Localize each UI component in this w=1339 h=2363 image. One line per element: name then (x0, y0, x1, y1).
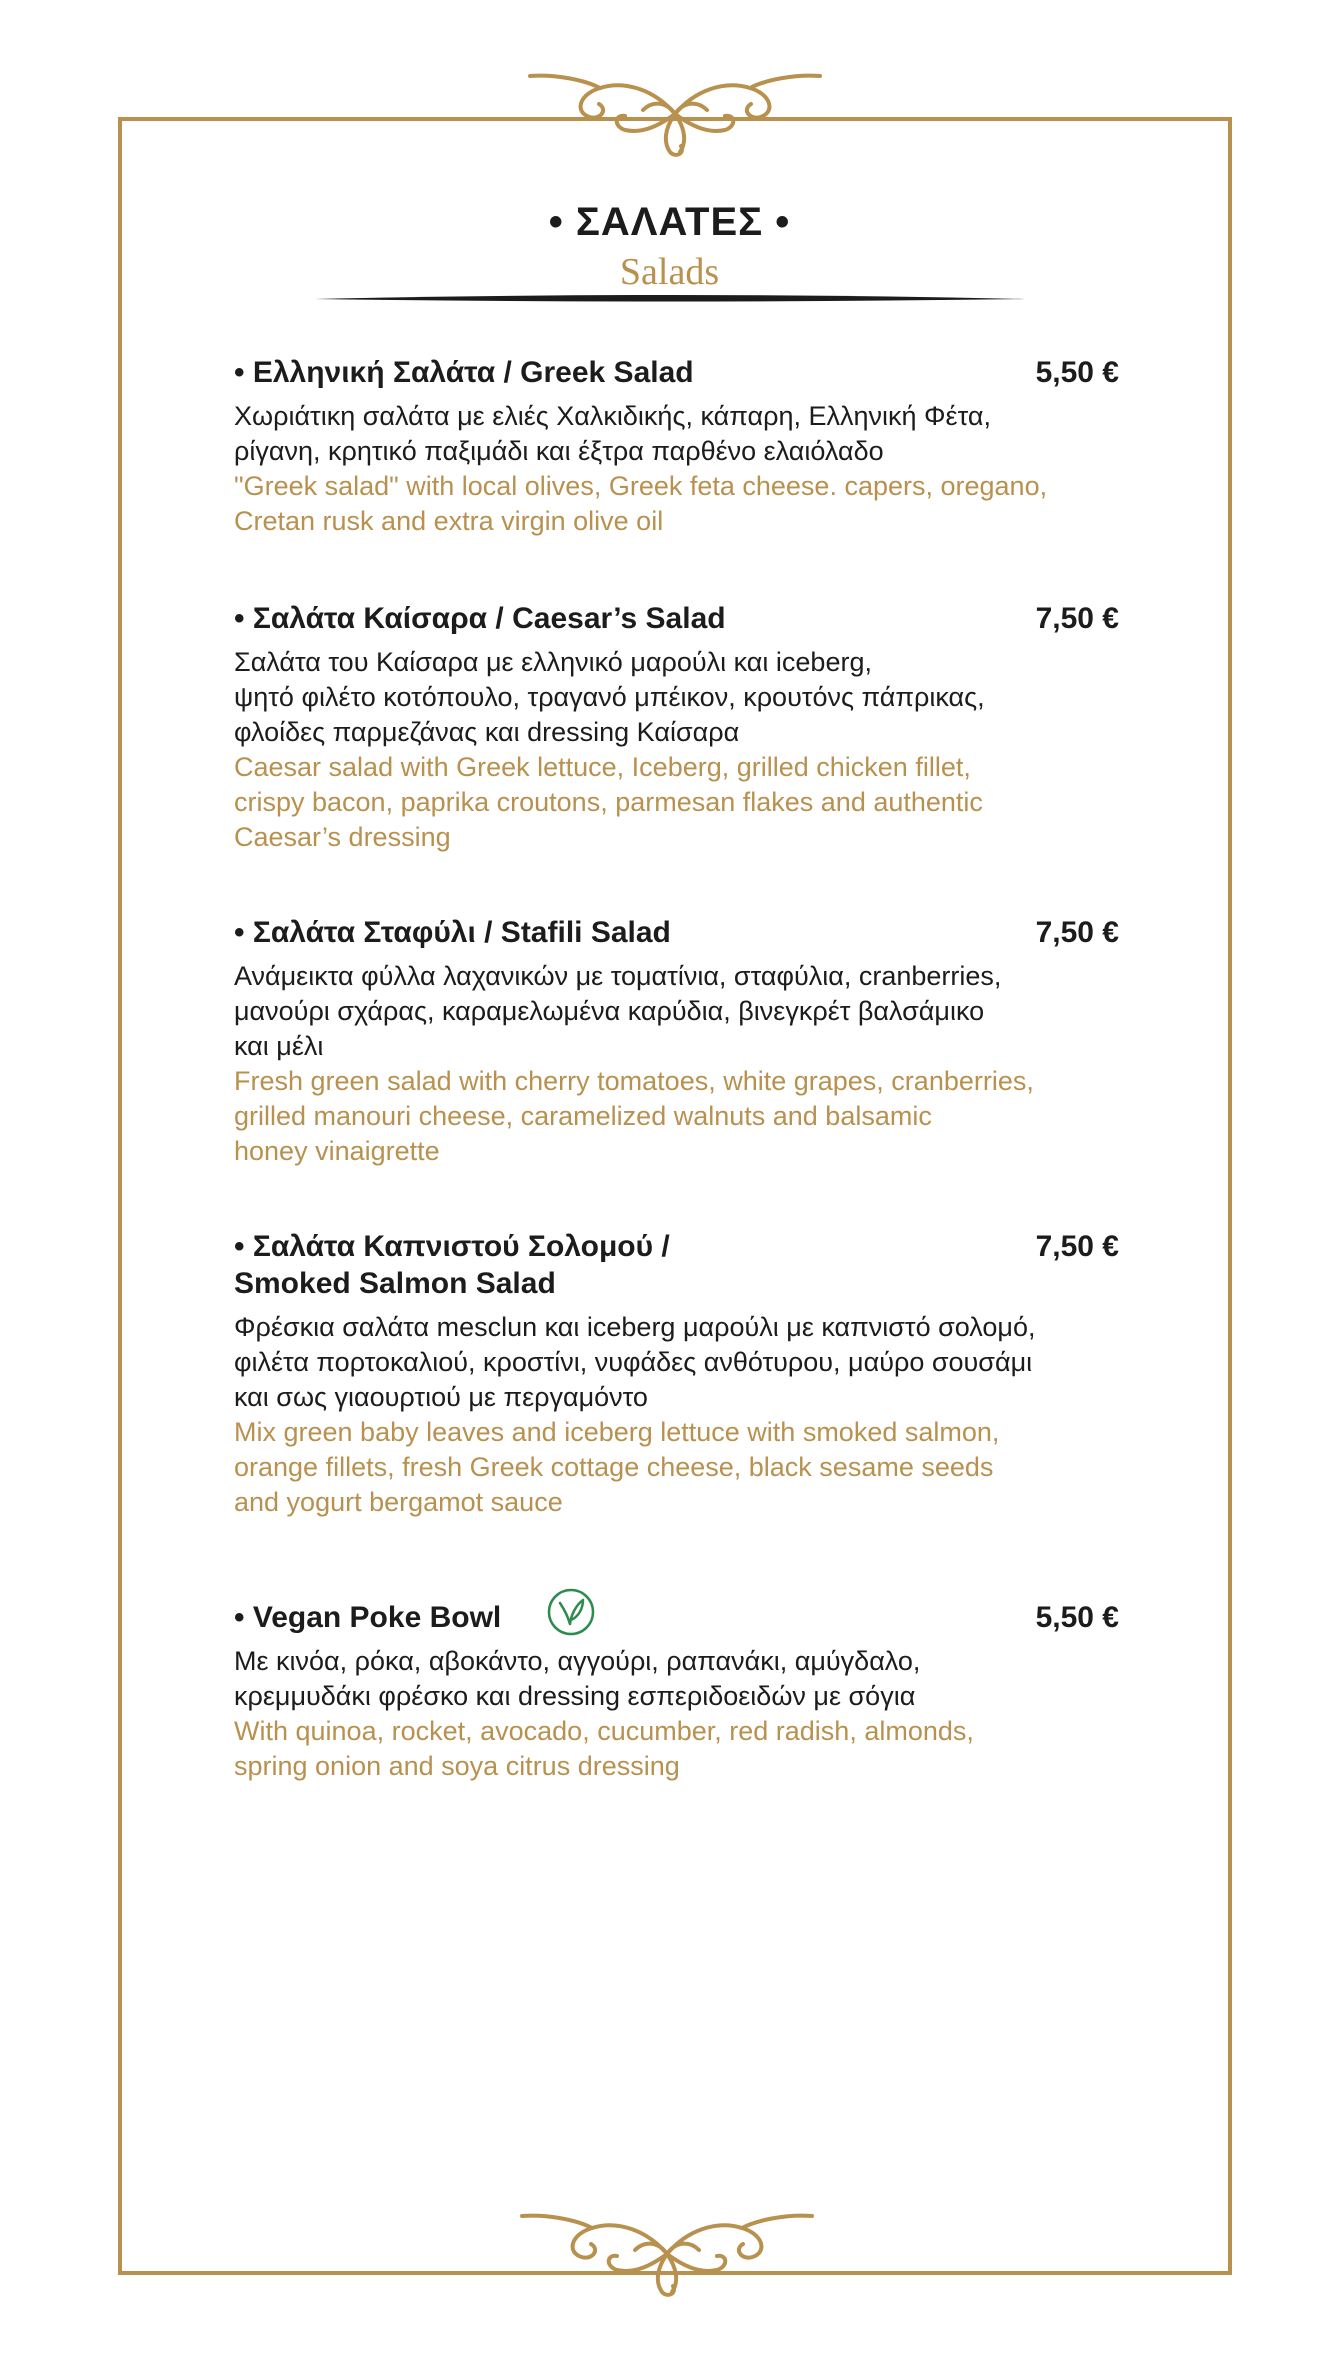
item-description-greek: Χωριάτικη σαλάτα με ελιές Χαλκιδικής, κάπαρη, Ελληνική Φέτα, ρίγανη, κρητικό παξιμάδι και έξτρα παρθένο ελαιόλαδο (234, 401, 991, 466)
item-price: 7,50 € (1035, 602, 1119, 635)
item-name: • Ελληνική Σαλάτα / Greek Salad (234, 356, 694, 389)
item-price: 7,50 € (1035, 916, 1119, 949)
item-price: 5,50 € (1035, 356, 1119, 389)
page-title: • ΣΑΛΑΤΕΣ • (548, 200, 791, 244)
item-description-greek: Με κινόα, ρόκα, αβοκάντο, αγγούρι, ραπανάκι, αμύγδαλο, κρεμμυδάκι φρέσκο και dressing εσπεριδοειδών με σόγια (234, 1646, 921, 1711)
title-divider (315, 293, 1025, 305)
item-name: • Σαλάτα Καπνιστού Σολομού / Smoked Salmon Salad (234, 1230, 670, 1300)
page-subtitle: Salads (619, 251, 720, 293)
item-name: • Vegan Poke Bowl (234, 1601, 502, 1634)
item-description-english: Mix green baby leaves and iceberg lettuce with smoked salmon, orange fillets, fresh Greek cottage cheese, black sesame seeds and yogurt bergamot sauce (234, 1417, 1000, 1517)
item-description-english: Fresh green salad with cherry tomatoes, white grapes, cranberries, grilled manouri cheese, caramelized walnuts and balsamic honey vinaigrette (234, 1066, 1034, 1166)
item-description-english: Caesar salad with Greek lettuce, Iceberg, grilled chicken fillet, crispy bacon, paprika croutons, parmesan flakes and authentic Caesar’s dressing (234, 752, 983, 852)
item-price: 5,50 € (1035, 1601, 1119, 1634)
bottom-ornament-icon (517, 2210, 817, 2300)
menu-item-greek-salad (234, 354, 1119, 539)
menu-item-caesar-salad (234, 600, 1119, 855)
item-price: 7,50 € (1035, 1230, 1119, 1263)
top-ornament-icon (525, 70, 825, 160)
menu-item-vegan-poke-bowl (234, 1599, 1119, 1784)
vegan-leaf-icon (546, 1587, 596, 1637)
item-description-english: "Greek salad" with local olives, Greek feta cheese. capers, oregano, Cretan rusk and extra virgin olive oil (234, 471, 1048, 536)
item-description-greek: Ανάμεικτα φύλλα λαχανικών με τοματίνια, σταφύλια, cranberries, μανούρι σχάρας, καραμελωμένα καρύδια, βινεγκρέτ βαλσάμικο και μέλι (234, 961, 1002, 1061)
item-description-greek: Φρέσκια σαλάτα mesclun και iceberg μαρούλι με καπνιστό σολομό, φιλέτα πορτοκαλιού, κροστίνι, νυφάδες ανθότυρου, μαύρο σουσάμι και σως γιαουρτιού με περγαμόντο (234, 1312, 1036, 1412)
menu-item-stafili-salad (234, 914, 1119, 1169)
item-description-english: With quinoa, rocket, avocado, cucumber, red radish, almonds, spring onion and soya citrus dressing (234, 1716, 974, 1781)
item-name: • Σαλάτα Καίσαρα / Caesar’s Salad (234, 602, 726, 635)
menu-item-smoked-salmon-salad (234, 1228, 1119, 1520)
item-name: • Σαλάτα Σταφύλι / Stafili Salad (234, 916, 671, 949)
item-description-greek: Σαλάτα του Καίσαρα με ελληνικό μαρούλι και iceberg, ψητό φιλέτο κοτόπουλο, τραγανό μπέικον, κρουτόνς πάπρικας, φλοίδες παρμεζάνας και dressing Καίσαρα (234, 647, 985, 747)
